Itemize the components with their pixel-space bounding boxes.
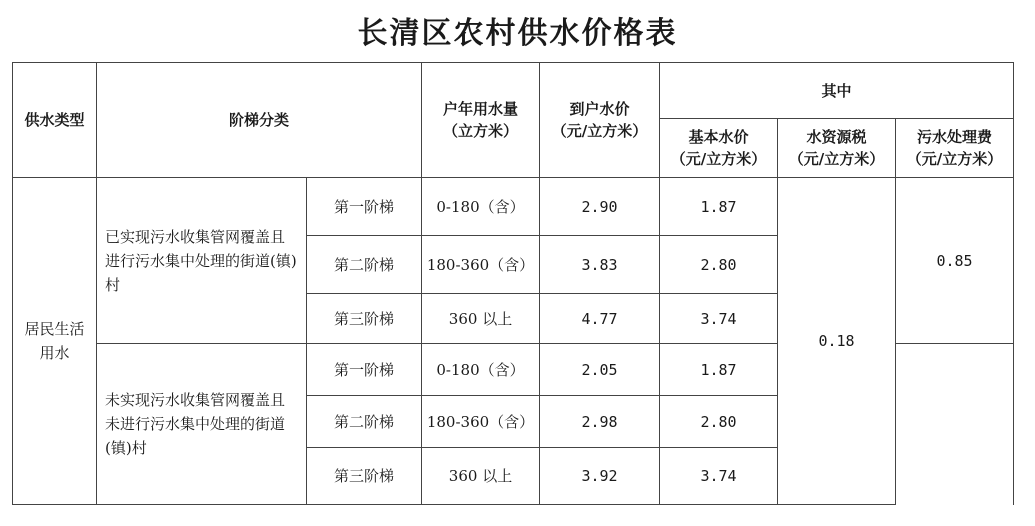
tier-cell: 第一阶梯: [307, 344, 422, 396]
base-price-cell: 1.87: [660, 178, 778, 236]
header-base-price-unit: （元/立方米）: [670, 150, 767, 168]
sewage-fee-cell: 0.85: [896, 178, 1014, 344]
price-cell: 4.77: [540, 294, 660, 344]
price-cell: 3.92: [540, 448, 660, 505]
header-resource-tax-unit: （元/立方米）: [788, 150, 885, 168]
header-sewage-fee: [896, 119, 1014, 178]
tier-cell: 第二阶梯: [307, 236, 422, 294]
base-price-cell: 2.80: [660, 236, 778, 294]
sewage-fee-cell: [896, 344, 1014, 505]
header-price-label: 到户水价: [569, 100, 630, 118]
base-price-cell: 1.87: [660, 344, 778, 396]
header-resource-tax: [778, 119, 896, 178]
volume-cell: 0-180（含）: [422, 178, 540, 236]
header-price-unit: （元/立方米）: [551, 122, 648, 140]
volume-cell: 0-180（含）: [422, 344, 540, 396]
resource-tax-cell: 0.18: [778, 178, 896, 505]
tier-cell: 第一阶梯: [307, 178, 422, 236]
price-cell: 2.98: [540, 396, 660, 448]
base-price-cell: 3.74: [660, 448, 778, 505]
base-price-cell: 3.74: [660, 294, 778, 344]
header-annual-volume: [422, 63, 540, 178]
tier-cell: 第二阶梯: [307, 396, 422, 448]
price-cell: 3.83: [540, 236, 660, 294]
header-tier-class: 阶梯分类: [97, 63, 422, 178]
volume-cell: 360 以上: [422, 448, 540, 505]
header-row: [13, 63, 1014, 119]
header-price: [540, 63, 660, 178]
header-sewage-fee-label: 污水处理费: [916, 128, 992, 146]
supply-type-label: 居民生活用水: [24, 320, 85, 362]
base-price-cell: 2.80: [660, 396, 778, 448]
table-row: [13, 178, 1014, 236]
supply-type-cell: [13, 178, 97, 505]
price-cell: 2.90: [540, 178, 660, 236]
group-name-cell: 已实现污水收集管网覆盖且进行污水集中处理的街道(镇)村: [97, 178, 307, 344]
header-annual-volume-label: 户年用水量: [442, 100, 518, 118]
water-price-table: [12, 62, 1014, 505]
header-annual-volume-unit: （立方米）: [442, 122, 518, 140]
price-cell: 2.05: [540, 344, 660, 396]
tier-cell: 第三阶梯: [307, 448, 422, 505]
header-supply-type: 供水类型: [13, 63, 97, 178]
header-sewage-fee-unit: （元/立方米）: [906, 150, 1003, 168]
page-title: 长清区农村供水价格表: [357, 16, 678, 51]
volume-cell: 180-360（含）: [422, 396, 540, 448]
tier-cell: 第三阶梯: [307, 294, 422, 344]
volume-cell: 360 以上: [422, 294, 540, 344]
group-name-cell: 未实现污水收集管网覆盖且未进行污水集中处理的街道(镇)村: [97, 344, 307, 505]
header-base-price-label: 基本水价: [688, 128, 749, 146]
header-base-price: [660, 119, 778, 178]
header-of-which: 其中: [660, 63, 1014, 119]
volume-cell: 180-360（含）: [422, 236, 540, 294]
header-resource-tax-label: 水资源税: [806, 128, 867, 146]
